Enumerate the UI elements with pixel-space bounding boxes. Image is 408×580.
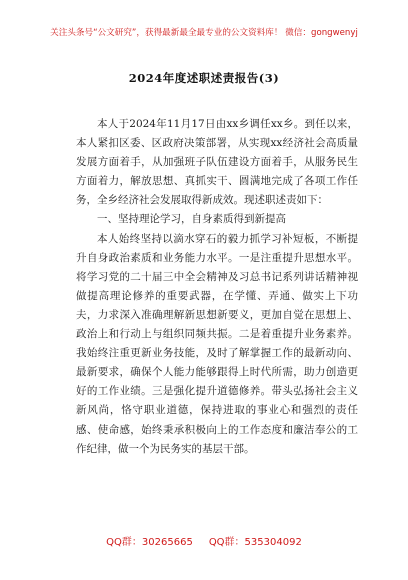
document-body — [76, 115, 358, 459]
section-heading: 一、坚持理论学习，自身素质得到新提高 — [97, 213, 286, 226]
header-promo-note: 关注头条号“公文研究”，获得最新最全最专业的公文资料库！ 微信：gongwenyj — [50, 28, 358, 38]
section-paragraph: 本人始终坚持以滴水穿石的毅力抓学习补短板，不断提升自身政治素质和业务能力水平。一是注重提升思想水平。将学习党的二十届三中全会精神及习总书记系列讲话精神视做提高理论修养的重要武器，在学懂、弄通、做实上下功夫，力求深入准确理解新思想新要义，更加自觉在思想上、政治上和行动上与组织同频共振。二是着重提升业务素养。我始终注重更新业务技能，及时了解掌握工作的最新动向、最新要求，确保个人能力能够跟得上时代所需，助力创造更好的工作业绩。三是强化提升道德修养。带头弘扬社会主义新风尚，恪守职业道德，保持进取的事业心和强烈的责任感、使命感，始终秉承积极向上的工作态度和廉洁奉公的工作纪律，做一个为民务实的基层干部。 — [76, 232, 358, 455]
footer-qq-left: QQ群：30265665 — [106, 537, 193, 548]
document-title: 2024年度述职述责报告(3) — [128, 71, 280, 85]
footer-qq-right: QQ群：535304092 — [208, 537, 302, 548]
intro-paragraph: 本人于2024年11月17日由xx乡调任xx乡。到任以来，本人紧扣区委、区政府决策部署，从实现xx经济社会高质量发展方面着手，从加强班子队伍建设方面着手，从服务民生方面着力，解放思想、真抓实干、圆满地完成了各项工作任务，全乡经济社会发展取得新成效。现述职述责如下： — [76, 118, 358, 207]
footer-qq-groups — [0, 533, 408, 548]
